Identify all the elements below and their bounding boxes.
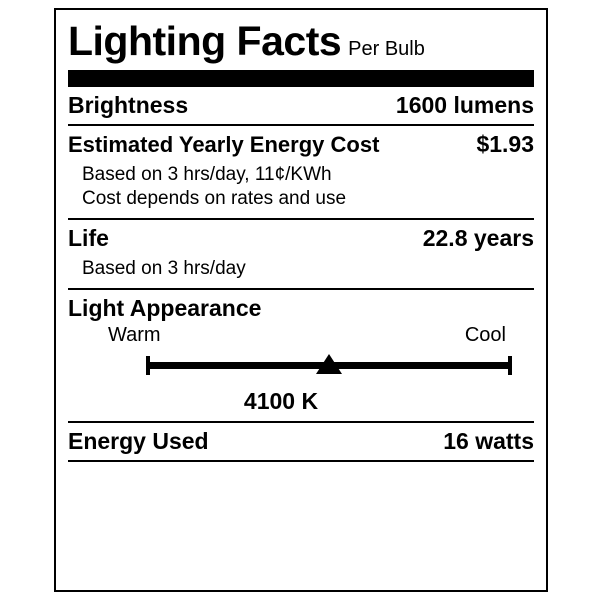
light-appearance-scale: [56, 322, 546, 421]
brightness-value: 1600 lumens: [395, 92, 534, 119]
scale-cap-right: [508, 356, 512, 375]
life-note: Based on 3 hrs/day: [82, 258, 246, 280]
life-label: Life: [68, 225, 109, 252]
brightness-label: Brightness: [68, 92, 189, 119]
page-title-suffix: Per Bulb: [348, 38, 425, 60]
energy-cost-note-basis: Based on 3 hrs/day, 11¢/KWh: [82, 164, 332, 186]
scale-bar: [146, 354, 512, 384]
life-value: 22.8 years: [422, 225, 534, 252]
scale-label-cool: Cool: [464, 324, 506, 347]
energy-used-label: Energy Used: [68, 428, 209, 455]
scale-cap-left: [146, 356, 150, 375]
life-row: [56, 220, 546, 257]
color-temperature-value: 4100 K: [243, 388, 319, 415]
title-divider-bar: [68, 70, 534, 87]
scale-end-labels: [68, 324, 534, 347]
page-title: Lighting Facts: [68, 18, 342, 64]
energy-cost-value: $1.93: [476, 131, 534, 158]
energy-used-value: 16 watts: [443, 428, 534, 455]
energy-cost-row: [56, 126, 546, 163]
energy-cost-label: Estimated Yearly Energy Cost: [68, 132, 380, 158]
lighting-facts-label: [54, 8, 548, 592]
light-appearance-label: Light Appearance: [68, 295, 262, 322]
divider-after-energy-used: [68, 460, 534, 462]
label-title-row: [56, 10, 546, 63]
energy-used-row: [56, 423, 546, 460]
energy-cost-note-rates: Cost depends on rates and use: [82, 188, 347, 210]
scale-marker-triangle-icon: [316, 354, 342, 374]
scale-label-warm: Warm: [108, 324, 161, 347]
brightness-row: [56, 87, 546, 124]
